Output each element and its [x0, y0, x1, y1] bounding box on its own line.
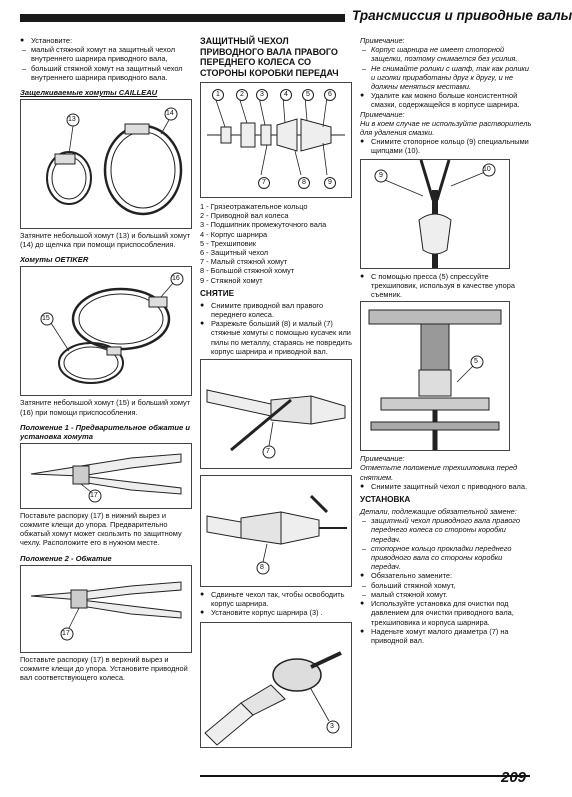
callout-7: 7 — [266, 448, 270, 456]
replace-small-clamp: – малый стяжной хомут. — [360, 590, 532, 599]
removal-step2: ● Разрежьте больший (8) и малый (7) стяжные хомуты с помощью кусачек или пилы по металлу, стараясь не повредить корпус шарнира и приводной вал. — [200, 319, 352, 356]
callout-7: 7 — [258, 177, 270, 189]
replace-large-clamp: – больший стяжной хомут, — [360, 581, 532, 590]
column-left — [20, 36, 192, 682]
callout-9: 9 — [324, 177, 336, 189]
callout-2: 2 — [236, 89, 248, 101]
note1-dash2: – Не снимайте ролики с шапф, так как ролики и иголки приработаны друг к другу, и не должны меняться местами. — [360, 64, 532, 92]
callout-16: 16 — [172, 275, 180, 283]
callout-13: 13 — [68, 116, 76, 124]
column-middle — [200, 36, 352, 748]
note1-dash1: – Корпус шарнира не имеет стопорной защелки, поэтому снимается без усилия. — [360, 45, 532, 63]
figure-pliers-position1 — [20, 443, 192, 509]
callout-6: 6 — [324, 89, 336, 101]
callout-1: 1 — [212, 89, 224, 101]
callout-15: 15 — [42, 315, 50, 323]
install-part2: – стопорное кольцо прокладки переднего приводного вала со стороны коробки передач. — [360, 544, 532, 572]
step-clean: ● Используйте установка для очистки под давлением для очистки приводного вала, трехшиповика и корпуса шарнира. — [360, 599, 532, 627]
note1-heading: Примечание: — [360, 36, 405, 45]
figure-cailleau-clamps — [20, 99, 192, 229]
position1-heading: Положение 1 - Предварительное обжатие и установка хомута — [20, 422, 190, 441]
install-part1: – защитный чехол приводного вала правого переднего колеса со стороны коробки передач. — [360, 516, 532, 544]
callout-14: 14 — [166, 110, 174, 118]
callout-8: 8 — [298, 177, 310, 189]
callout-8: 8 — [260, 564, 264, 572]
section-title: Трансмиссия и приводные валы — [352, 8, 572, 23]
cailleau-text: Затяните небольшой хомут (13) и больший хомут (14) до щелчка при помощи приспособления. — [20, 231, 191, 250]
oetiker-heading: Хомуты OETIKER — [20, 255, 89, 265]
dash-large-clamp: – больший стяжной хомут на защитный чехол внутреннего шарнира приводного вала. — [20, 64, 192, 82]
callout-17-pos2: 17 — [62, 629, 70, 637]
legend-item: 9 - Стяжной хомут — [200, 275, 263, 285]
position2-heading: Положение 2 - Обжатие — [20, 553, 112, 563]
figure-slide-boot — [200, 475, 352, 587]
callout-3: 3 — [330, 722, 334, 730]
header-bar — [20, 14, 345, 22]
legend-item: 1 - Грязеотражательное кольцо — [200, 202, 308, 211]
note2-text: Ни в коем случае не используйте растворитель для удаления смазки. — [360, 118, 532, 138]
callout-10: 10 — [483, 165, 491, 173]
figure-press — [360, 301, 510, 451]
slide-step2: ● Установите корпус шарнира (3) . — [200, 608, 352, 617]
removal-heading: СНЯТИЕ — [200, 288, 235, 298]
callout-17-pos1: 17 — [90, 491, 98, 499]
legend-item: 2 - Приводной вал колеса — [200, 211, 289, 221]
step-press: ● С помощью пресса (5) спрессуйте трехшиповик, используя в качестве упора съемник. — [360, 272, 532, 300]
callout-4: 4 — [280, 89, 292, 101]
boot-section-heading: ЗАЩИТНЫЙ ЧЕХОЛ ПРИВОДНОГО ВАЛА ПРАВОГО ПЕРЕДНЕГО КОЛЕСА СО СТОРОНЫ КОРОБКИ ПЕРЕДАЧ — [200, 36, 339, 78]
position2-text: Поставьте распорку (17) в верхний вырез и сожмите клещи до упора. Установите приводной вал соответствующего колеса. — [20, 654, 188, 683]
callout-3: 3 — [256, 89, 268, 101]
callout-5: 5 — [474, 358, 478, 366]
install-heading: УСТАНОВКА — [360, 495, 411, 505]
slide-step1: ● Сдвиньте чехол так, чтобы освободить корпус шарнира. — [200, 590, 352, 608]
step-fit-small-clamp: ● Наденьте хомут малого диаметра (7) на приводной вал. — [360, 627, 532, 645]
cailleau-heading: Защелкиваемые хомуты CAILLEAU — [20, 88, 158, 98]
note3-text: Отметьте положение трехшиповика перед снятием. — [360, 463, 518, 482]
footer-rule — [200, 775, 530, 777]
dash-small-clamp: – малый стяжной хомут на защитный чехол внутреннего шарнира приводного вала, — [20, 45, 192, 63]
removal-step1: ● Снимите приводной вал правого переднего колеса. — [200, 301, 352, 319]
note2-heading: Примечание: — [360, 109, 405, 119]
callout-9: 9 — [379, 171, 383, 179]
legend-item: 6 - Защитный чехол — [200, 248, 269, 258]
figure-boot-exploded — [200, 82, 352, 198]
column-right — [360, 36, 532, 645]
step-remove-ring: ● Снимите стопорное кольцо (9) специальными щипцами (10). — [360, 137, 532, 155]
legend-item: 7 - Малый стяжной хомут — [200, 257, 288, 267]
figure-oetiker-clamps — [20, 266, 192, 396]
callout-5: 5 — [302, 89, 314, 101]
figure-cutting-clamp — [200, 359, 352, 469]
figure-joint-housing — [200, 622, 352, 748]
legend-item: 8 - Большой стяжной хомут — [200, 266, 295, 276]
install-intro: Детали, подлежащие обязательной замене: — [360, 507, 517, 517]
figure-pliers-position2 — [20, 565, 192, 653]
step-remove-grease: ● Удалите как можно больше консистентной смазки, содержащейся в корпусе шарнира. — [360, 91, 532, 109]
legend-item: 5 - Трехшиповик — [200, 238, 256, 248]
oetiker-text: Затяните небольшой хомут (15) и больший хомут (16) при помощи приспособления. — [20, 398, 191, 417]
position1-text: Поставьте распорку (17) в нижний вырез и сожмите клещи до упора. Предварительно обжатый хомут может скользить по защитному чехлу. Расположите его в нужном месте. — [20, 510, 182, 548]
figure-circlip-pliers — [360, 159, 510, 269]
legend-item: 3 - Подшипник промежуточного вала — [200, 220, 327, 230]
bullet-install: ● Установите: — [20, 36, 192, 45]
parts-legend — [200, 202, 352, 285]
page-number: 209 — [501, 769, 527, 786]
step-replace: ● Обязательно замените: — [360, 571, 532, 580]
step-remove-boot: ● Снимите защитный чехол с приводного вала. — [360, 482, 532, 491]
legend-item: 4 - Корпус шарнира — [200, 229, 268, 239]
note3-heading: Примечание: — [360, 454, 405, 464]
